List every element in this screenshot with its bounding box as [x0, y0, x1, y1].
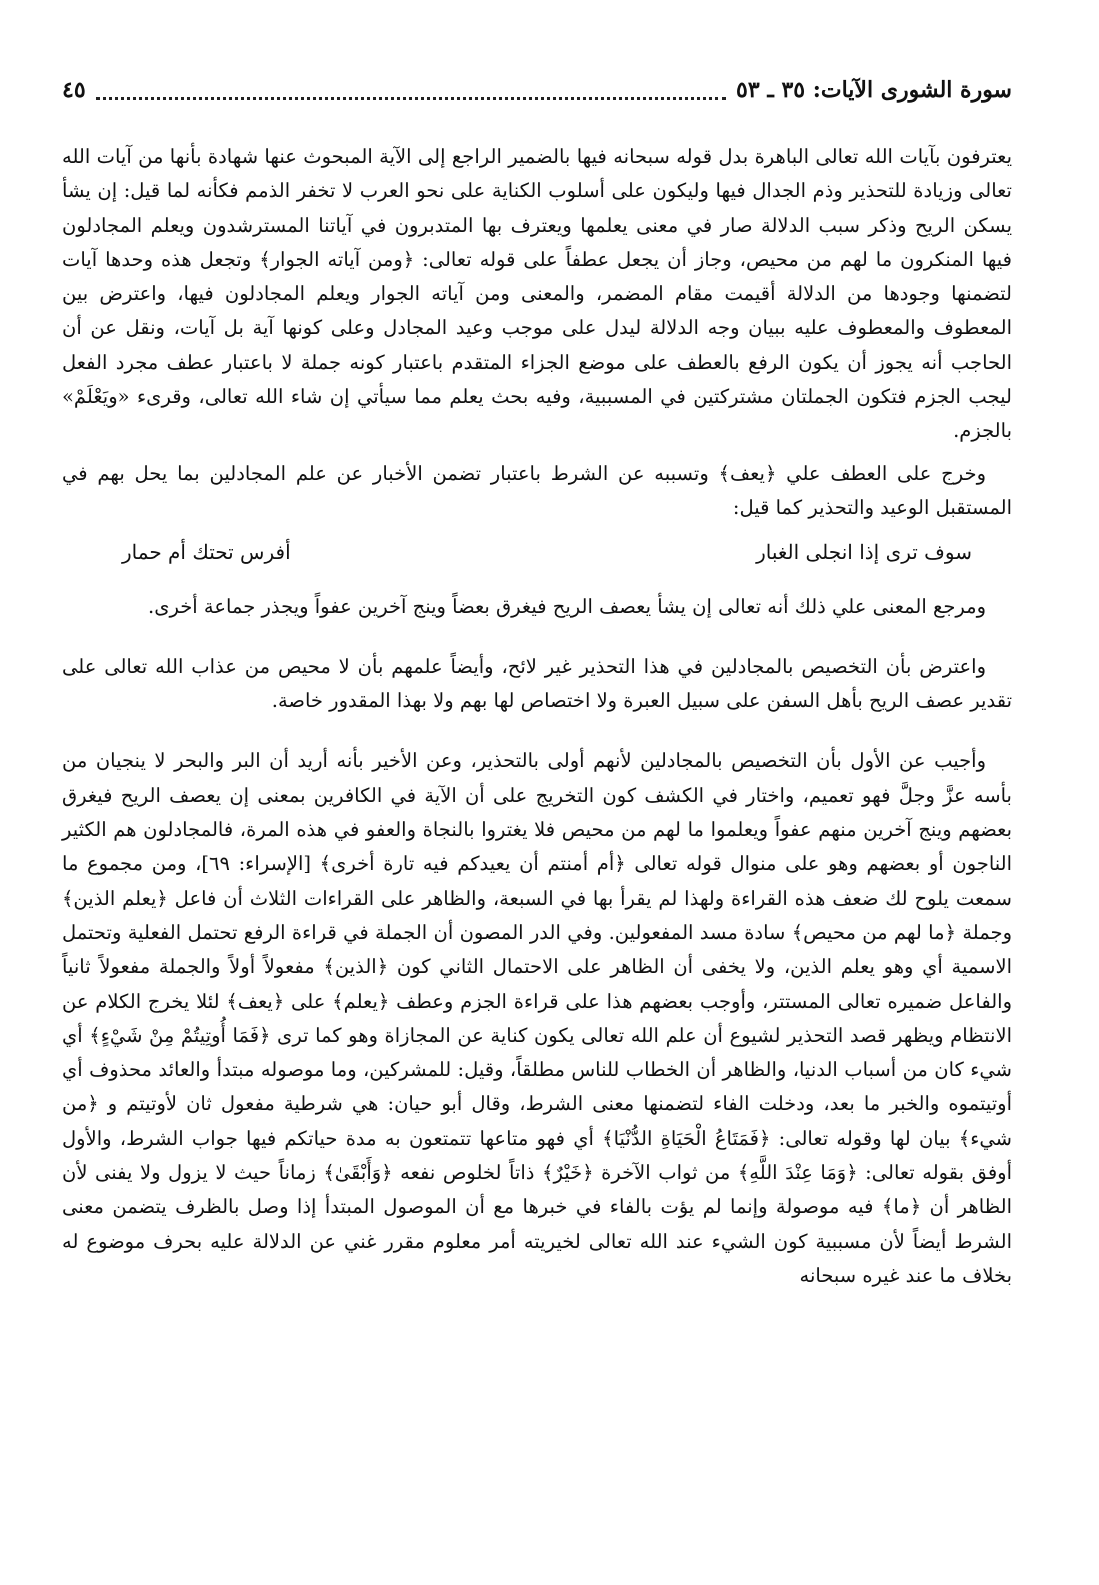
- paragraph-5: وأجيب عن الأول بأن التخصيص بالمجادلين لأنهم أولى بالتحذير، وعن الأخير بأنه أريد أن البر والبحر لا ينجيان من بأسه عزَّ وجلَّ فهو تعميم، واختار في الكشف كون التخريج على أن الآية في الكافرين بمعنى إن يعصف الريح فيغرق بعضهم وينج آخرين منهم عفواً ويعلموا ما لهم من محيص فلا يغتروا بالنجاة والعفو في هذه المرة، فالمجادلون هم الكثير الناجون أو بعضهم وهو على منوال قوله تعالى ﴿أم أمنتم أن يعيدكم فيه تارة أخرى﴾ [الإسراء: ٦٩]، ومن مجموع ما سمعت يلوح لك ضعف هذه القراءة ولهذا لم يقرأ بها في السبعة، والظاهر على القراءات الثلاث أن فاعل ﴿يعلم الذين﴾ وجملة ﴿ما لهم من محيص﴾ سادة مسد المفعولين. وفي الدر المصون أن الجملة في قراءة الرفع تحتمل الفعلية وتحتمل الاسمية أي وهو يعلم الذين، ولا يخفى أن الظاهر على الاحتمال الثاني كون ﴿الذين﴾ مفعولاً أولاً والجملة مفعولاً ثانياً والفاعل ضميره تعالى المستتر، وأوجب بعضهم هذا على قراءة الجزم وعطف ﴿يعلم﴾ على ﴿يعف﴾ لئلا يخرج الكلام عن الانتظام ويظهر قصد التحذير لشيوع أن علم الله تعالى يكون كناية عن المجازاة وهو كما ترى ﴿فَمَا أُوتِيتُمْ مِنْ شَيْءٍ﴾ أي شيء كان من أسباب الدنيا، والظاهر أن الخطاب للناس مطلقاً، وقيل: للمشركين، وما موصوله مبتدأ والعائد محذوف أي أوتيتموه والخبر ما بعد، ودخلت الفاء لتضمنها معنى الشرط، وقال أبو حيان: هي شرطية مفعول ثان لأوتيتم و ﴿من شيء﴾ بيان لها وقوله تعالى: ﴿فَمَتَاعُ الْحَيَاةِ الدُّنْيَا﴾ أي فهو متاعها تتمتعون به مدة حياتكم فيها جواب الشرط، والأول أوفق بقوله تعالى: ﴿وَمَا عِنْدَ اللَّهِ﴾ من ثواب الآخرة ﴿خَيْرٌ﴾ ذاتاً لخلوص نفعه ﴿وَأَبْقَىٰ﴾ زماناً حيث لا يزول ولا يفنى لأن الظاهر أن ﴿ما﴾ فيه موصولة وإنما لم يؤت بالفاء في خبرها مع أن الموصول المبتدأ إذا وصل بالظرف يتضمن معنى الشرط أيضاً لأن مسببية كون الشيء عند الله تعالى لخيريته أمر معلوم مقرر غني عن الدلالة عليه بحرف موضوع له بخلاف ما عند غيره سبحانه: [62, 749, 1013, 1287]
- poem-hemistich-left: أفرس تحتك أم حمار: [122, 540, 291, 565]
- running-title: سورة الشورى الآيات: ٣٥ ـ ٥٣: [736, 77, 1012, 103]
- page-number: ٤٥: [62, 77, 86, 103]
- poem-hemistich-right: سوف ترى إذا انجلى الغبار: [756, 540, 972, 565]
- paragraph-1: يعترفون بآيات الله تعالى الباهرة بدل قوله سبحانه فيها بالضمير الراجع إلى الآية المبحوث عنها شهادة بأنها من آيات الله تعالى وزيادة للتحذير وذم الجدال فيها وليكون على أسلوب الكناية على نحو العرب لا تخفر الذمم فكأنه لما قيل: إن يشأ يسكن الريح وذكر سبب الدلالة صار في معنى يعلمها ويعترف بها المتدبرون في آياتنا المسترشدون ويعلم المجادلون فيها المنكرون ما لهم من محيص، وجاز أن يجعل عطفاً على قوله تعالى: ﴿ومن آياته الجوار﴾ وتجعل هذه وحدها آيات لتضمنها وجودها من الدلالة أقيمت مقام المضمر، والمعنى ومن آياته الجوار ويعلم المجادلون فيها، واعترض بين المعطوف والمعطوف عليه ببيان وجه الدلالة ليدل على موجب وعيد المجادل وعلى كونها آية بل آيات، ونقل عن أن الحاجب أنه يجوز أن يكون الرفع بالعطف على موضع الجزاء المتقدم باعتبار كونه جملة لا باعتبار عطف مجرد الفعل ليجب الجزم فتكون الجملتان مشتركتين في المسببية، وفيه بحث يعلم مما سيأتي إن شاء الله تعالى، وقرىء «ويَعْلَمْ» بالجزم.: [62, 145, 1013, 443]
- paragraph-4: واعترض بأن التخصيص بالمجادلين في هذا التحذير غير لائح، وأيضاً علمهم بأن لا محيص من عذاب الله تعالى على تقدير عصف الريح بأهل السفن على سبيل العبرة ولا اختصاص لها بهم ولا بهذا المقدور خاصة.: [62, 654, 1012, 713]
- paragraph-3: ومرجع المعنى علي ذلك أنه تعالى إن يشأ يعصف الريح فيغرق بعضاً وينج آخرين عفواً ويجذر جماعة أخرى.: [148, 594, 986, 618]
- poem-verse: [62, 535, 1012, 569]
- page-body: [62, 140, 1012, 1306]
- paragraph-2: وخرج على العطف علي ﴿يعف﴾ وتسببه عن الشرط باعتبار تضمن الأخبار عن علم المجادلين بما يحل بهم في المستقبل الوعيد والتحذير كما قيل:: [62, 461, 1012, 519]
- page-header: [62, 70, 1012, 110]
- leader-dots: [96, 87, 726, 100]
